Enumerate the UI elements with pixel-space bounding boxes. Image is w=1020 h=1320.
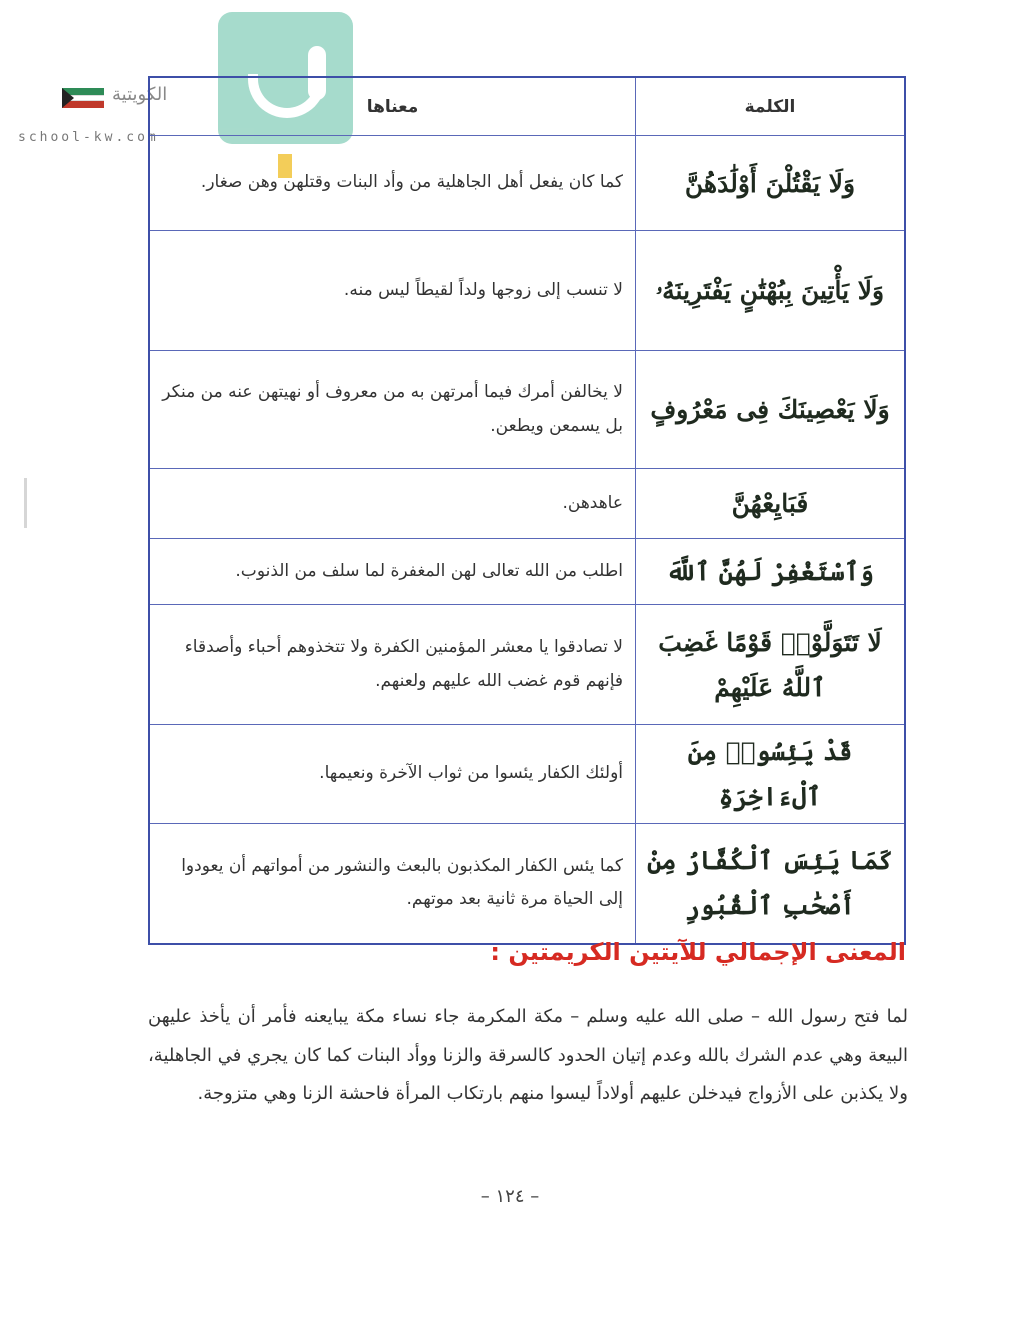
margin-mark — [24, 478, 27, 528]
watermark-url: school-kw.com — [18, 130, 159, 145]
table-row — [149, 539, 905, 605]
section-heading: المعنى الإجمالي للآيتين الكريمتين : — [490, 938, 906, 966]
word-cell: وَلَا يَأْتِينَ بِبُهْتَٰنٍ يَفْتَرِينَهُۥ — [636, 231, 906, 351]
vocabulary-table — [148, 76, 906, 945]
table-row — [149, 469, 905, 539]
word-cell: فَبَايِعْهُنَّ — [636, 469, 906, 539]
meaning-cell: لا تصادقوا يا معشر المؤمنين الكفرة ولا تتخذوهم أحباء وأصدقاء فإنهم قوم غضب الله عليهم ولعنهم. — [149, 605, 636, 725]
header-word: الكلمة — [636, 77, 906, 136]
word-cell: وَلَا يَعْصِينَكَ فِى مَعْرُوفٍ — [636, 351, 906, 469]
meaning-cell: لا تنسب إلى زوجها ولداً لقيطاً ليس منه. — [149, 231, 636, 351]
table-row — [149, 725, 905, 824]
table-header-row — [149, 77, 905, 136]
word-cell: لَا تَتَوَلَّوْا۟ قَوْمًا غَضِبَ ٱللَّهُ عَلَيْهِمْ — [636, 605, 906, 725]
meaning-cell: اطلب من الله تعالى لهن المغفرة لما سلف من الذنوب. — [149, 539, 636, 605]
header-meaning: معناها — [149, 77, 636, 136]
kuwait-flag-icon — [62, 88, 104, 108]
word-cell: قَدْ يَئِسُوا۟ مِنَ ٱلْءَاخِرَةِ — [636, 725, 906, 824]
word-cell: وَٱسْتَغْفِرْ لَهُنَّ ٱللَّهَ — [636, 539, 906, 605]
meaning-cell: كما كان يفعل أهل الجاهلية من وأد البنات وقتلهن وهن صغار. — [149, 136, 636, 231]
table-row — [149, 136, 905, 231]
meaning-cell: لا يخالفن أمرك فيما أمرتهن به من معروف أو نهيتهن عنه من منكر بل يسمعن ويطعن. — [149, 351, 636, 469]
word-cell: وَلَا يَقْتُلْنَ أَوْلَٰدَهُنَّ — [636, 136, 906, 231]
word-cell: كَمَا يَئِسَ ٱلْكُفَّارُ مِنْ أَصْحَٰبِ ٱلْقُبُورِ — [636, 824, 906, 944]
table-row — [149, 351, 905, 469]
meaning-cell: أولئك الكفار يئسوا من ثواب الآخرة ونعيمها. — [149, 725, 636, 824]
section-body: لما فتح رسول الله – صلى الله عليه وسلم – مكة المكرمة جاء نساء مكة يبايعنه فأمر أن يأخذ عليهن البيعة وهي عدم الشرك بالله وعدم إتيان الحدود كالسرقة والزنا ووأد البنات كما كان يجري في الجاهلية، ولا يكذبن على الأزواج فيدخلن عليهم أولاداً ليسوا منهم بارتكاب المرأة فاحشة الزنا وهي متزوجة. — [148, 1006, 908, 1105]
meaning-cell: عاهدهن. — [149, 469, 636, 539]
table-row — [149, 231, 905, 351]
meaning-cell: كما يئس الكفار المكذبون بالبعث والنشور من أمواتهم أن يعودوا إلى الحياة مرة ثانية بعد موتهم. — [149, 824, 636, 944]
watermark-subtitle: الكويتية — [112, 84, 168, 105]
table-row — [149, 605, 905, 725]
table-row — [149, 824, 905, 944]
page-number: – ١٢٤ – — [480, 1186, 540, 1207]
